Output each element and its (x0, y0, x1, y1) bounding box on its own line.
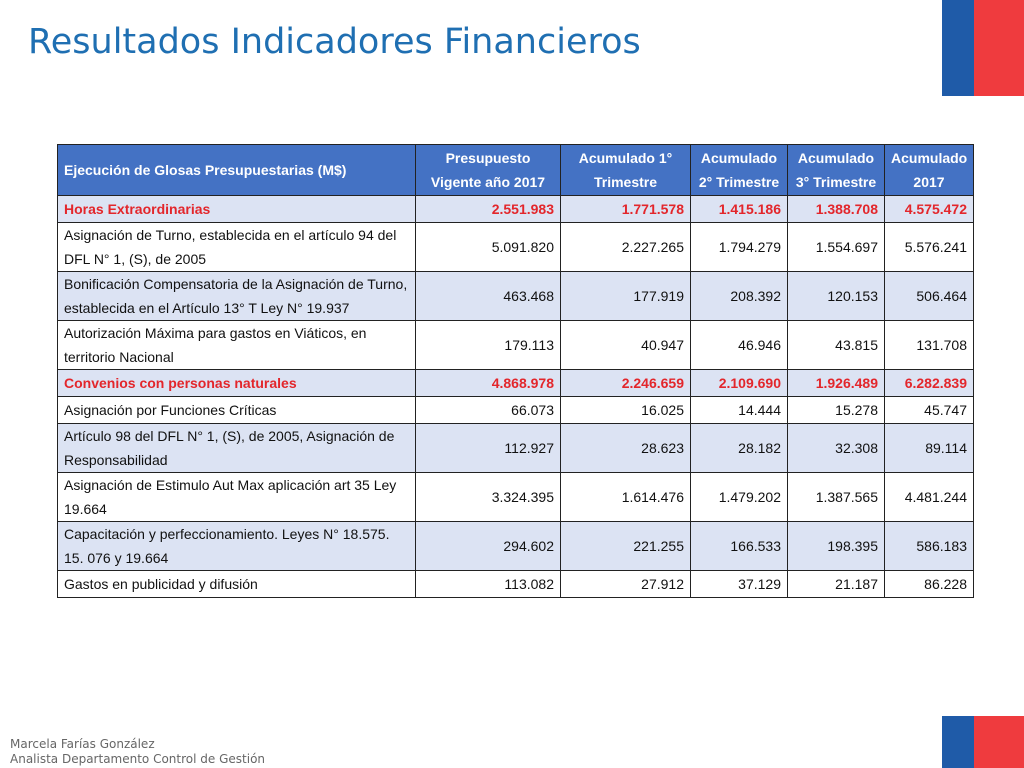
footer-author-role: Analista Departamento Control de Gestión (10, 752, 266, 766)
cell-value: 40.947 (561, 321, 691, 370)
row-label: Asignación por Funciones Críticas (58, 397, 416, 424)
cell-value: 179.113 (416, 321, 561, 370)
cell-value: 66.073 (416, 397, 561, 424)
cell-value: 21.187 (788, 571, 885, 598)
col-header-acum-2: Acumulado 2° Trimestre (691, 145, 788, 196)
cell-value: 1.415.186 (691, 196, 788, 223)
cell-value: 2.109.690 (691, 370, 788, 397)
table-row (58, 196, 974, 223)
cell-value: 4.575.472 (885, 196, 974, 223)
footer (10, 737, 265, 767)
row-label: Artículo 98 del DFL N° 1, (S), de 2005, Asignación de Responsabilidad (58, 424, 416, 473)
financial-table (57, 144, 974, 598)
cell-value: 3.324.395 (416, 473, 561, 522)
table-row (58, 424, 974, 473)
cell-value: 6.282.839 (885, 370, 974, 397)
cell-value: 1.388.708 (788, 196, 885, 223)
row-label: Capacitación y perfeccionamiento. Leyes N° 18.575. 15. 076 y 19.664 (58, 522, 416, 571)
cell-value: 1.926.489 (788, 370, 885, 397)
flag-blue-band (942, 716, 974, 768)
table-row (58, 223, 974, 272)
cell-value: 28.182 (691, 424, 788, 473)
table-row (58, 272, 974, 321)
footer-author-name: Marcela Farías González (10, 737, 155, 751)
cell-value: 2.246.659 (561, 370, 691, 397)
col-header-acum-3: Acumulado 3° Trimestre (788, 145, 885, 196)
col-header-acum-2017: Acumulado 2017 (885, 145, 974, 196)
table-row (58, 522, 974, 571)
table-header-row (58, 145, 974, 196)
row-label: Gastos en publicidad y difusión (58, 571, 416, 598)
cell-value: 2.551.983 (416, 196, 561, 223)
cell-value: 4.868.978 (416, 370, 561, 397)
col-header-concepto: Ejecución de Glosas Presupuestarias (M$) (58, 145, 416, 196)
cell-value: 43.815 (788, 321, 885, 370)
cell-value: 4.481.244 (885, 473, 974, 522)
cell-value: 28.623 (561, 424, 691, 473)
table-row (58, 473, 974, 522)
cell-value: 2.227.265 (561, 223, 691, 272)
cell-value: 5.091.820 (416, 223, 561, 272)
col-header-acum-1: Acumulado 1° Trimestre (561, 145, 691, 196)
cell-value: 177.919 (561, 272, 691, 321)
cell-value: 221.255 (561, 522, 691, 571)
row-label: Autorización Máxima para gastos en Viáticos, en territorio Nacional (58, 321, 416, 370)
table-row (58, 571, 974, 598)
row-label: Bonificación Compensatoria de la Asignación de Turno, establecida en el Artículo 13° T Ley N° 19.937 (58, 272, 416, 321)
cell-value: 32.308 (788, 424, 885, 473)
cell-value: 112.927 (416, 424, 561, 473)
row-label: Convenios con personas naturales (58, 370, 416, 397)
cell-value: 86.228 (885, 571, 974, 598)
cell-value: 45.747 (885, 397, 974, 424)
row-label: Asignación de Estimulo Aut Max aplicación art 35 Ley 19.664 (58, 473, 416, 522)
cell-value: 37.129 (691, 571, 788, 598)
page-title: Resultados Indicadores Financieros (28, 22, 641, 62)
cell-value: 166.533 (691, 522, 788, 571)
table-row (58, 370, 974, 397)
cell-value: 198.395 (788, 522, 885, 571)
cell-value: 113.082 (416, 571, 561, 598)
cell-value: 16.025 (561, 397, 691, 424)
flag-blue-band (942, 0, 974, 96)
cell-value: 463.468 (416, 272, 561, 321)
flag-logo-bottom (942, 716, 1024, 768)
table-row (58, 321, 974, 370)
cell-value: 131.708 (885, 321, 974, 370)
cell-value: 1.387.565 (788, 473, 885, 522)
cell-value: 14.444 (691, 397, 788, 424)
cell-value: 89.114 (885, 424, 974, 473)
cell-value: 586.183 (885, 522, 974, 571)
flag-red-band (974, 716, 1024, 768)
cell-value: 506.464 (885, 272, 974, 321)
cell-value: 1.771.578 (561, 196, 691, 223)
cell-value: 1.554.697 (788, 223, 885, 272)
cell-value: 208.392 (691, 272, 788, 321)
row-label: Asignación de Turno, establecida en el artículo 94 del DFL N° 1, (S), de 2005 (58, 223, 416, 272)
cell-value: 294.602 (416, 522, 561, 571)
row-label: Horas Extraordinarias (58, 196, 416, 223)
cell-value: 15.278 (788, 397, 885, 424)
cell-value: 1.479.202 (691, 473, 788, 522)
cell-value: 120.153 (788, 272, 885, 321)
col-header-presupuesto: Presupuesto Vigente año 2017 (416, 145, 561, 196)
flag-red-band (974, 0, 1024, 96)
table-row (58, 397, 974, 424)
flag-logo-top (942, 0, 1024, 96)
cell-value: 27.912 (561, 571, 691, 598)
cell-value: 1.614.476 (561, 473, 691, 522)
cell-value: 46.946 (691, 321, 788, 370)
cell-value: 1.794.279 (691, 223, 788, 272)
cell-value: 5.576.241 (885, 223, 974, 272)
